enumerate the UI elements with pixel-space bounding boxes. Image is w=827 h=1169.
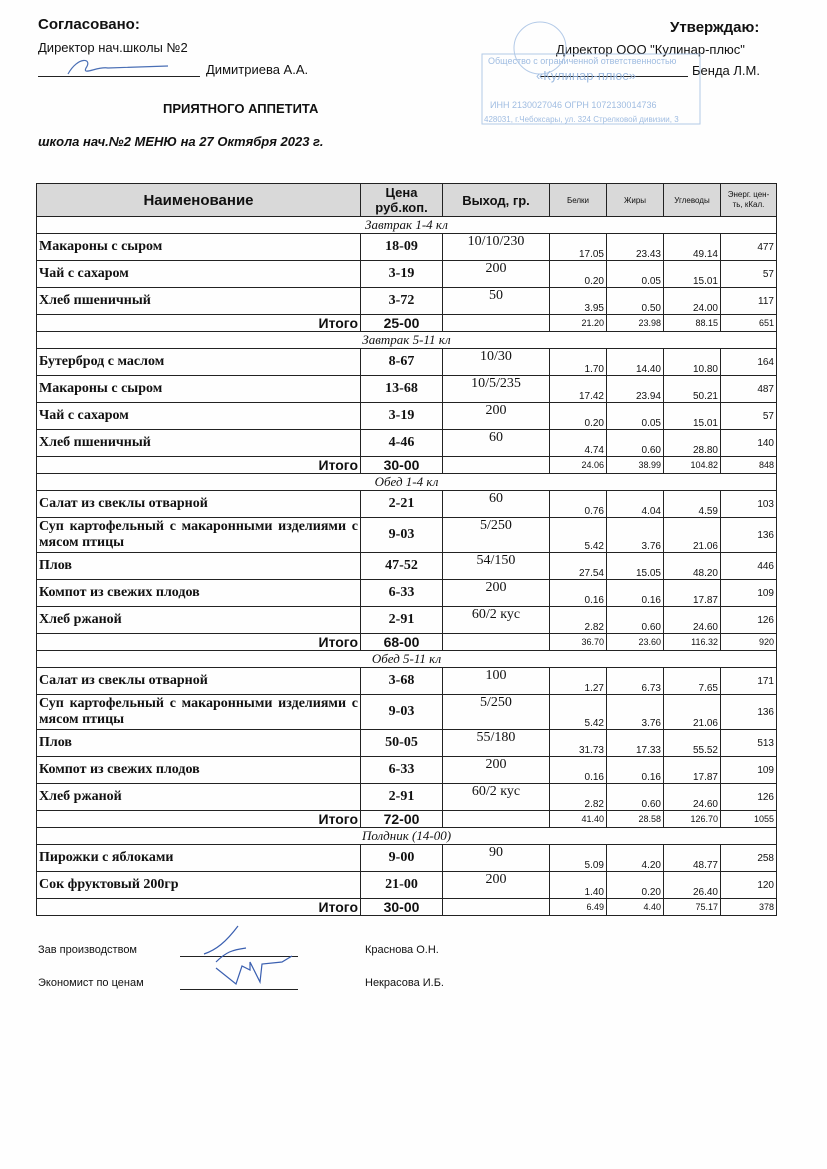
item-energy: 164 xyxy=(721,349,777,376)
total-row xyxy=(37,457,777,474)
item-carbs: 55.52 xyxy=(664,730,721,757)
item-energy: 136 xyxy=(721,518,777,553)
item-name: Макароны с сыром xyxy=(37,376,361,403)
item-protein: 5.42 xyxy=(550,695,607,730)
table-header-row xyxy=(37,184,777,217)
agreed-position: Директор нач.школы №2 xyxy=(38,40,188,55)
section-title: Завтрак 1-4 кл xyxy=(37,217,777,234)
total-yield-empty xyxy=(443,634,550,651)
item-fat: 3.76 xyxy=(607,518,664,553)
item-name: Салат из свеклы отварной xyxy=(37,668,361,695)
item-protein: 0.20 xyxy=(550,261,607,288)
item-carbs: 7.65 xyxy=(664,668,721,695)
item-price: 3-19 xyxy=(361,403,443,430)
item-carbs: 4.59 xyxy=(664,491,721,518)
total-energy: 651 xyxy=(721,315,777,332)
item-protein: 5.42 xyxy=(550,518,607,553)
item-protein: 1.27 xyxy=(550,668,607,695)
agreed-signature-line xyxy=(38,60,200,77)
item-energy: 126 xyxy=(721,784,777,811)
total-carbs: 116.32 xyxy=(664,634,721,651)
table-row xyxy=(37,288,777,315)
total-yield-empty xyxy=(443,457,550,474)
item-price: 50-05 xyxy=(361,730,443,757)
total-price: 30-00 xyxy=(361,899,443,916)
item-name: Плов xyxy=(37,553,361,580)
item-name: Плов xyxy=(37,730,361,757)
table-row xyxy=(37,376,777,403)
header-carbs: Углеводы xyxy=(664,184,721,217)
item-fat: 0.50 xyxy=(607,288,664,315)
item-protein: 0.76 xyxy=(550,491,607,518)
item-protein: 17.42 xyxy=(550,376,607,403)
total-fat: 38.99 xyxy=(607,457,664,474)
total-carbs: 126.70 xyxy=(664,811,721,828)
menu-date: школа нач.№2 МЕНЮ на 27 Октября 2023 г. xyxy=(38,134,324,149)
total-label: Итого xyxy=(37,899,361,916)
total-fat: 23.60 xyxy=(607,634,664,651)
total-energy: 848 xyxy=(721,457,777,474)
total-fat: 4.40 xyxy=(607,899,664,916)
item-protein: 3.95 xyxy=(550,288,607,315)
item-energy: 136 xyxy=(721,695,777,730)
section-title: Полдник (14-00) xyxy=(37,828,777,845)
table-row xyxy=(37,757,777,784)
item-energy: 171 xyxy=(721,668,777,695)
item-fat: 0.05 xyxy=(607,403,664,430)
production-label: Зав производством xyxy=(38,944,137,956)
header-protein: Белки xyxy=(550,184,607,217)
total-row xyxy=(37,634,777,651)
approve-name: Бенда Л.М. xyxy=(692,63,760,78)
item-name: Суп картофельный с макаронными изделиями с мясом птицы xyxy=(37,695,361,730)
total-label: Итого xyxy=(37,634,361,651)
item-fat: 17.33 xyxy=(607,730,664,757)
item-carbs: 15.01 xyxy=(664,403,721,430)
section-title: Завтрак 5-11 кл xyxy=(37,332,777,349)
item-price: 13-68 xyxy=(361,376,443,403)
item-fat: 0.60 xyxy=(607,430,664,457)
item-price: 8-67 xyxy=(361,349,443,376)
total-yield-empty xyxy=(443,811,550,828)
item-yield: 10/5/235 xyxy=(443,376,550,403)
stamp-line3: ИНН 2130027046 ОГРН 1072130014736 xyxy=(490,100,657,110)
item-yield: 10/10/230 xyxy=(443,234,550,261)
item-fat: 23.43 xyxy=(607,234,664,261)
item-protein: 0.16 xyxy=(550,580,607,607)
economist-name: Некрасова И.Б. xyxy=(365,977,444,989)
item-protein: 1.70 xyxy=(550,349,607,376)
item-carbs: 24.60 xyxy=(664,784,721,811)
total-energy: 920 xyxy=(721,634,777,651)
total-label: Итого xyxy=(37,457,361,474)
item-price: 9-03 xyxy=(361,518,443,553)
total-row xyxy=(37,899,777,916)
item-yield: 60 xyxy=(443,430,550,457)
item-name: Макароны с сыром xyxy=(37,234,361,261)
item-yield: 5/250 xyxy=(443,518,550,553)
table-row xyxy=(37,784,777,811)
item-name: Суп картофельный с макаронными изделиями с мясом птицы xyxy=(37,518,361,553)
item-fat: 14.40 xyxy=(607,349,664,376)
item-protein: 0.20 xyxy=(550,403,607,430)
table-row xyxy=(37,234,777,261)
item-name: Компот из свежих плодов xyxy=(37,757,361,784)
total-yield-empty xyxy=(443,899,550,916)
item-yield: 60/2 кус xyxy=(443,607,550,634)
item-price: 6-33 xyxy=(361,757,443,784)
economist-label: Экономист по ценам xyxy=(38,977,144,989)
total-yield-empty xyxy=(443,315,550,332)
table-row xyxy=(37,607,777,634)
item-carbs: 49.14 xyxy=(664,234,721,261)
company-stamp xyxy=(480,18,702,128)
item-yield: 50 xyxy=(443,288,550,315)
table-row xyxy=(37,430,777,457)
item-energy: 446 xyxy=(721,553,777,580)
table-row xyxy=(37,261,777,288)
total-label: Итого xyxy=(37,315,361,332)
header-fat: Жиры xyxy=(607,184,664,217)
item-yield: 100 xyxy=(443,668,550,695)
table-row xyxy=(37,518,777,553)
section-row xyxy=(37,474,777,491)
item-yield: 200 xyxy=(443,757,550,784)
total-price: 68-00 xyxy=(361,634,443,651)
menu-table xyxy=(36,183,777,916)
item-fat: 0.60 xyxy=(607,784,664,811)
table-row xyxy=(37,553,777,580)
item-price: 3-72 xyxy=(361,288,443,315)
item-price: 3-19 xyxy=(361,261,443,288)
item-fat: 4.04 xyxy=(607,491,664,518)
item-yield: 90 xyxy=(443,845,550,872)
item-name: Хлеб ржаной xyxy=(37,784,361,811)
production-name: Краснова О.Н. xyxy=(365,944,439,956)
item-price: 9-03 xyxy=(361,695,443,730)
total-label: Итого xyxy=(37,811,361,828)
item-name: Компот из свежих плодов xyxy=(37,580,361,607)
item-fat: 0.16 xyxy=(607,757,664,784)
item-carbs: 21.06 xyxy=(664,518,721,553)
table-row xyxy=(37,668,777,695)
item-carbs: 10.80 xyxy=(664,349,721,376)
item-price: 47-52 xyxy=(361,553,443,580)
item-energy: 109 xyxy=(721,580,777,607)
item-carbs: 17.87 xyxy=(664,580,721,607)
table-row xyxy=(37,580,777,607)
section-row xyxy=(37,217,777,234)
item-carbs: 48.77 xyxy=(664,845,721,872)
signature-icon xyxy=(186,922,306,992)
item-fat: 4.20 xyxy=(607,845,664,872)
item-yield: 55/180 xyxy=(443,730,550,757)
total-protein: 36.70 xyxy=(550,634,607,651)
item-price: 2-91 xyxy=(361,607,443,634)
total-protein: 21.20 xyxy=(550,315,607,332)
item-protein: 27.54 xyxy=(550,553,607,580)
item-price: 18-09 xyxy=(361,234,443,261)
item-fat: 6.73 xyxy=(607,668,664,695)
total-price: 25-00 xyxy=(361,315,443,332)
item-energy: 258 xyxy=(721,845,777,872)
item-energy: 513 xyxy=(721,730,777,757)
item-energy: 57 xyxy=(721,261,777,288)
item-name: Хлеб пшеничный xyxy=(37,430,361,457)
section-row xyxy=(37,332,777,349)
item-protein: 2.82 xyxy=(550,784,607,811)
item-fat: 0.05 xyxy=(607,261,664,288)
total-carbs: 75.17 xyxy=(664,899,721,916)
stamp-line1: Общество с ограниченной ответственностью xyxy=(488,56,677,66)
item-carbs: 21.06 xyxy=(664,695,721,730)
stamp-line4: 428031, г.Чебоксары, ул. 324 Стрелковой дивизии, 3 xyxy=(484,115,679,124)
table-row xyxy=(37,695,777,730)
page-title: ПРИЯТНОГО АППЕТИТА xyxy=(163,101,319,116)
item-fat: 23.94 xyxy=(607,376,664,403)
item-energy: 487 xyxy=(721,376,777,403)
approve-position: Директор ООО "Кулинар-плюс" xyxy=(556,42,745,57)
item-energy: 103 xyxy=(721,491,777,518)
item-name: Сок фруктовый 200гр xyxy=(37,872,361,899)
item-carbs: 17.87 xyxy=(664,757,721,784)
item-name: Хлеб ржаной xyxy=(37,607,361,634)
item-yield: 5/250 xyxy=(443,695,550,730)
item-yield: 10/30 xyxy=(443,349,550,376)
table-row xyxy=(37,872,777,899)
total-protein: 41.40 xyxy=(550,811,607,828)
item-protein: 5.09 xyxy=(550,845,607,872)
item-carbs: 15.01 xyxy=(664,261,721,288)
total-protein: 24.06 xyxy=(550,457,607,474)
item-name: Пирожки с яблоками xyxy=(37,845,361,872)
item-energy: 109 xyxy=(721,757,777,784)
item-price: 9-00 xyxy=(361,845,443,872)
item-price: 3-68 xyxy=(361,668,443,695)
economist-signature-line xyxy=(180,989,298,990)
item-name: Хлеб пшеничный xyxy=(37,288,361,315)
table-row xyxy=(37,845,777,872)
item-fat: 0.60 xyxy=(607,607,664,634)
signature-icon xyxy=(38,54,200,78)
table-row xyxy=(37,730,777,757)
total-carbs: 104.82 xyxy=(664,457,721,474)
item-carbs: 50.21 xyxy=(664,376,721,403)
item-yield: 200 xyxy=(443,580,550,607)
total-energy: 1055 xyxy=(721,811,777,828)
section-row xyxy=(37,651,777,668)
item-price: 2-91 xyxy=(361,784,443,811)
item-yield: 54/150 xyxy=(443,553,550,580)
item-yield: 60/2 кус xyxy=(443,784,550,811)
header-energy: Энерг. цен-ть, кКал. xyxy=(721,184,777,217)
header-yield: Выход, гр. xyxy=(443,184,550,217)
total-row xyxy=(37,811,777,828)
total-row xyxy=(37,315,777,332)
item-protein: 31.73 xyxy=(550,730,607,757)
item-protein: 0.16 xyxy=(550,757,607,784)
item-protein: 17.05 xyxy=(550,234,607,261)
item-name: Чай с сахаром xyxy=(37,403,361,430)
total-fat: 28.58 xyxy=(607,811,664,828)
item-carbs: 28.80 xyxy=(664,430,721,457)
total-fat: 23.98 xyxy=(607,315,664,332)
item-price: 6-33 xyxy=(361,580,443,607)
section-title: Обед 5-11 кл xyxy=(37,651,777,668)
item-fat: 3.76 xyxy=(607,695,664,730)
item-price: 21-00 xyxy=(361,872,443,899)
item-name: Салат из свеклы отварной xyxy=(37,491,361,518)
agreed-title: Согласовано: xyxy=(38,16,140,33)
stamp-line2: «Кулинар-плюс» xyxy=(536,68,636,83)
total-carbs: 88.15 xyxy=(664,315,721,332)
table-row xyxy=(37,491,777,518)
total-price: 72-00 xyxy=(361,811,443,828)
item-fat: 15.05 xyxy=(607,553,664,580)
item-protein: 4.74 xyxy=(550,430,607,457)
item-carbs: 24.60 xyxy=(664,607,721,634)
section-row xyxy=(37,828,777,845)
table-row xyxy=(37,403,777,430)
item-yield: 200 xyxy=(443,872,550,899)
item-fat: 0.20 xyxy=(607,872,664,899)
item-energy: 117 xyxy=(721,288,777,315)
item-carbs: 48.20 xyxy=(664,553,721,580)
item-yield: 200 xyxy=(443,261,550,288)
total-price: 30-00 xyxy=(361,457,443,474)
item-carbs: 24.00 xyxy=(664,288,721,315)
item-protein: 1.40 xyxy=(550,872,607,899)
header-name: Наименование xyxy=(37,184,361,217)
item-energy: 57 xyxy=(721,403,777,430)
section-title: Обед 1-4 кл xyxy=(37,474,777,491)
item-yield: 60 xyxy=(443,491,550,518)
item-energy: 126 xyxy=(721,607,777,634)
item-energy: 140 xyxy=(721,430,777,457)
item-protein: 2.82 xyxy=(550,607,607,634)
agreed-name: Димитриева А.А. xyxy=(206,62,309,77)
approve-title: Утверждаю: xyxy=(670,19,760,36)
item-name: Бутерброд с маслом xyxy=(37,349,361,376)
item-carbs: 26.40 xyxy=(664,872,721,899)
item-price: 4-46 xyxy=(361,430,443,457)
table-row xyxy=(37,349,777,376)
item-yield: 200 xyxy=(443,403,550,430)
item-energy: 477 xyxy=(721,234,777,261)
item-name: Чай с сахаром xyxy=(37,261,361,288)
header-price: Цена руб.коп. xyxy=(361,184,443,217)
item-energy: 120 xyxy=(721,872,777,899)
total-energy: 378 xyxy=(721,899,777,916)
item-price: 2-21 xyxy=(361,491,443,518)
total-protein: 6.49 xyxy=(550,899,607,916)
item-fat: 0.16 xyxy=(607,580,664,607)
